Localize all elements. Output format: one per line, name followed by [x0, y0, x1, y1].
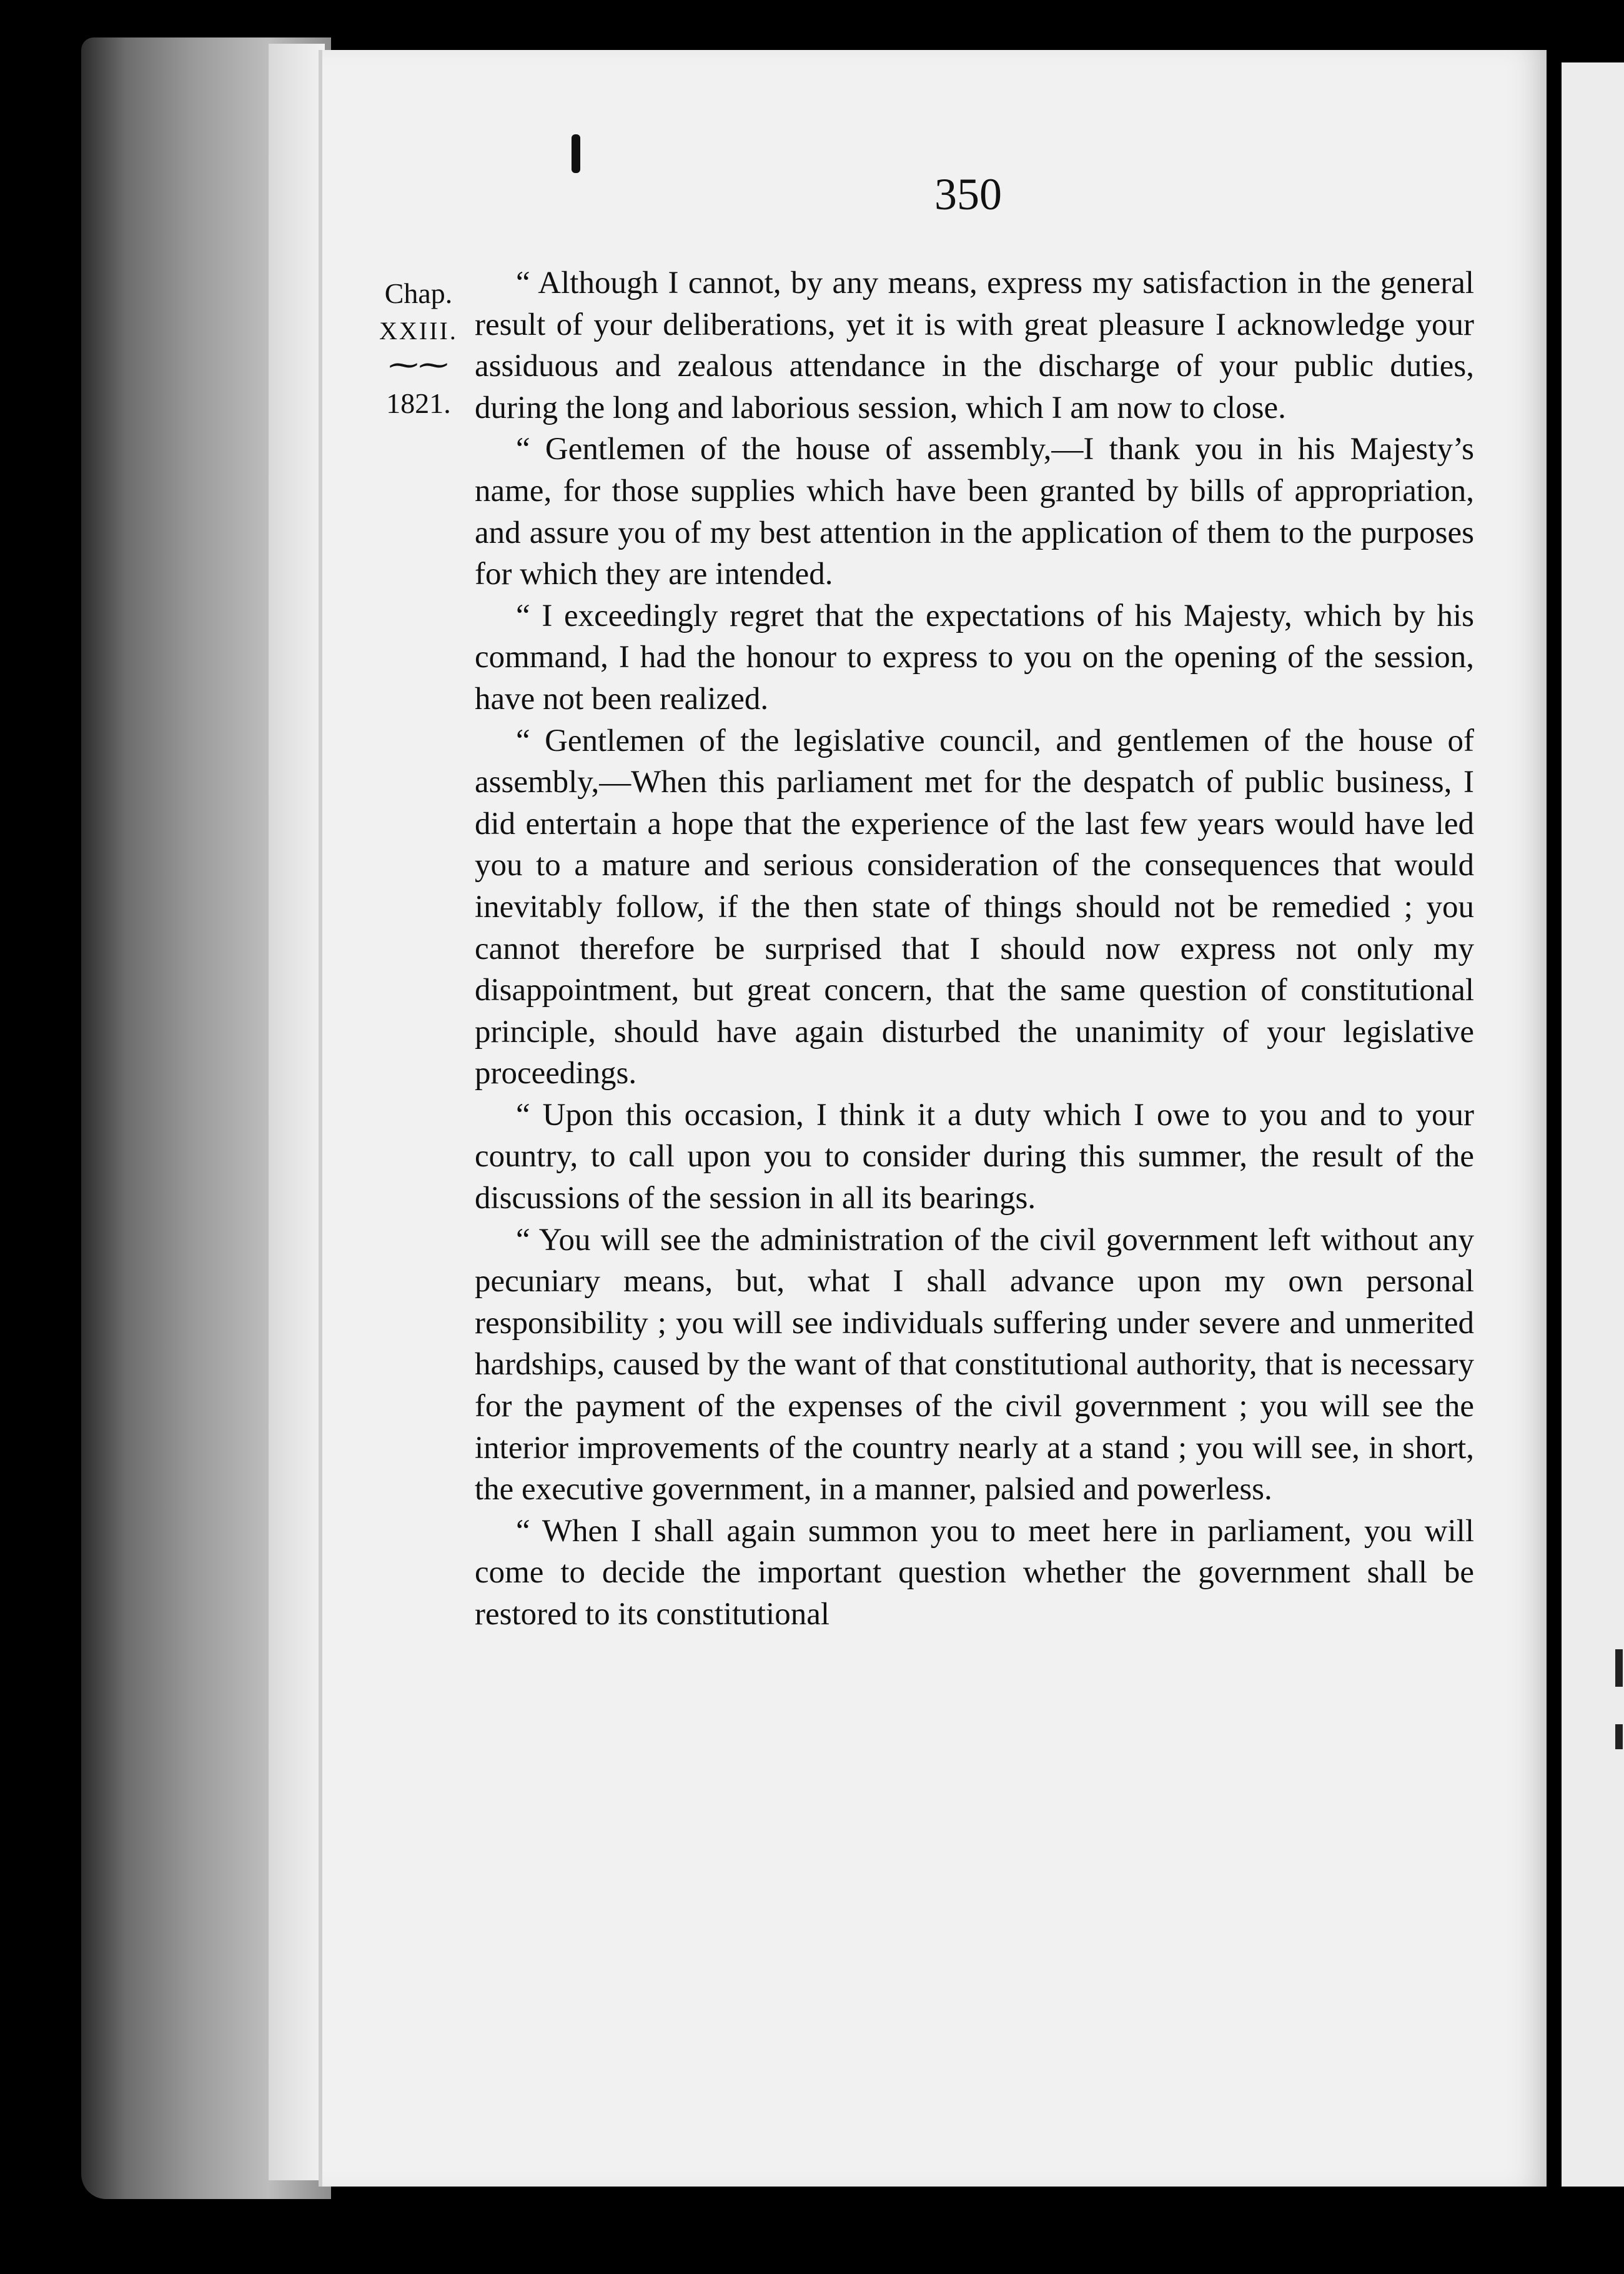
- paragraph: “ Upon this occasion, I think it a duty which I owe to you and to your country, to call upon you to consider during this summer, the result of the discussions of the session in all its bearings.: [475, 1097, 1474, 1216]
- paragraph: “ Although I cannot, by any means, express my satisfaction in the general result of your deliberations, yet it is with great pleasure I acknowledge your assiduous and zealous attendance in the discharge of your public duties, during the long and laborious session, which I am now to close.: [475, 266, 1474, 425]
- paragraph: “ Gentlemen of the legislative council, and gentlemen of the house of assembly,—When this parliament met for the despatch of public business, I did entertain a hope that the experience of the last few years would have led you to a mature and serious consideration of the consequences that would inevitably follow, if the then state of things should not be remedied ; you cannot therefore be surprised that I should now express not only my disappointment, but great concern, that the same question of constitutional principle, should have again disturbed the unanimity of your legislative proceedings.: [475, 723, 1474, 1091]
- margin-year: 1821.: [386, 387, 451, 419]
- margin-chapter-number: XXIII.: [379, 317, 458, 345]
- paragraph: “ I exceedingly regret that the expectations of his Majesty, which by his command, I had the honour to express to you on the opening of the session, have not been realized.: [475, 598, 1474, 717]
- next-page-text-fragment: [1615, 1724, 1623, 1749]
- paragraph: “ Gentlemen of the house of assembly,—I thank you in his Majesty’s name, for those supplies which have been granted by bills of appropriation, and assure you of my best attention in the application of them to the purposes for which they are intended.: [475, 432, 1474, 592]
- page-stack-edge: [269, 44, 325, 2180]
- margin-chapter-label: Chap.: [384, 277, 453, 309]
- paragraph: “ You will see the administration of the civil government left without any pecuniary means, but, what I shall advance upon my own personal responsibility ; you will see individuals suffering under severe and unmerited hardships, caused by the want of that constitutional authority, that is necessary for the payment of the expenses of the civil government ; you will see the interior improvements of the country nearly at a stand ; you will see, in short, the executive government, in a manner, palsied and powerless.: [475, 1222, 1474, 1507]
- next-page-edge: [1562, 62, 1624, 2187]
- body-text: [475, 262, 1474, 1636]
- page-number: 350: [934, 169, 1002, 219]
- margin-note: [369, 275, 468, 422]
- ink-mark: [572, 134, 580, 173]
- margin-swirl-ornament: ⁓⁓: [389, 349, 448, 382]
- next-page-text-fragment: [1615, 1649, 1623, 1687]
- paragraph: “ When I shall again summon you to meet here in parliament, you will come to decide the important question whether the government shall be restored to its constitutional: [475, 1513, 1474, 1632]
